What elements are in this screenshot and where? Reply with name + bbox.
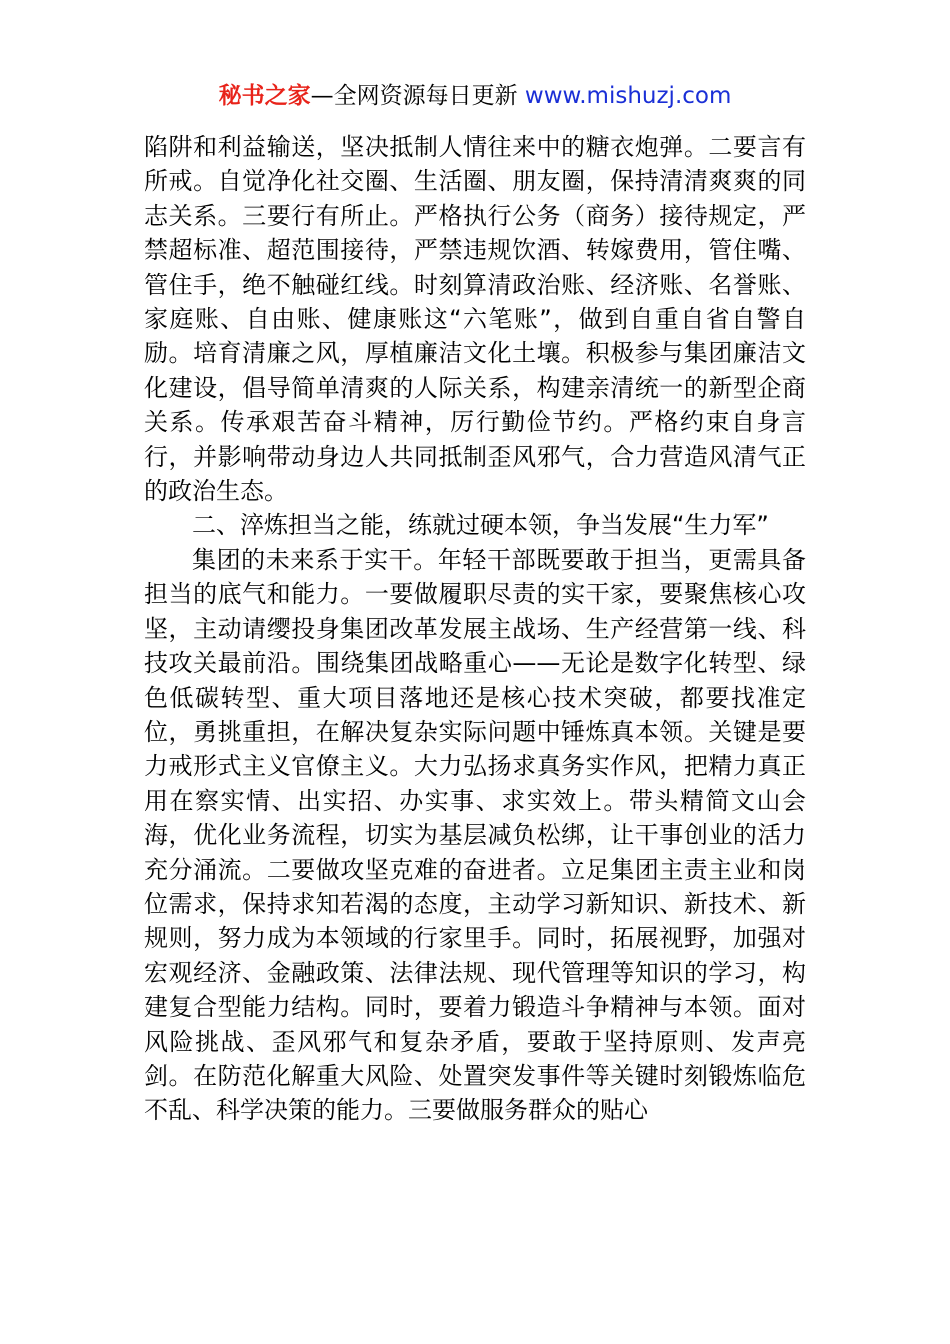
paragraph-continuation: 陷阱和利益输送，坚决抵制人情往来中的糖衣炮弹。二要言有所戒。自觉净化社交圈、生活圈、朋友圈，保持清清爽爽的同志关系。三要行有所止。严格执行公务（商务）接待规定，严禁超标准、超范围接待，严禁违规饮酒、转嫁费用，管住嘴、管住手，绝不触碰红线。时刻算清政治账、经济账、名誉账、家庭账、自由账、健康账这“六笔账”，做到自重自省自警自励。培育清廉之风，厚植廉洁文化土壤。积极参与集团廉洁文化建设，倡导简单清爽的人际关系，构建亲清统一的新型企商关系。传承艰苦奋斗精神，厉行勤俭节约。严格约束自身言行，并影响带动身边人共同抵制歪风邪气，合力营造风清气正的政治生态。 bbox=[144, 133, 806, 506]
site-tagline: 全网资源每日更新 bbox=[333, 83, 518, 109]
paragraph: 集团的未来系于实干。年轻干部既要敢于担当，更需具备担当的底气和能力。一要做履职尽责的实干家，要聚焦核心攻坚，主动请缨投身集团改革发展主战场、生产经营第一线、科技攻关最前沿。围绕集团战略重心——无论是数字化转型、绿色低碳转型、重大项目落地还是核心技术突破，都要找准定位，勇挑重担，在解决复杂实际问题中锤炼真本领。关键是要力戒形式主义官僚主义。大力弘扬求真务实作风，把精力真正用在察实情、出实招、办实事、求实效上。带头精简文山会海，优化业务流程，切实为基层减负松绑，让干事创业的活力充分涌流。二要做攻坚克难的奋进者。立足集团主责主业和岗位需求，保持求知若渴的态度，主动学习新知识、新技术、新规则，努力成为本领域的行家里手。同时，拓展视野，加强对宏观经济、金融政策、法律法规、现代管理等知识的学习，构建复合型能力结构。同时，要着力锻造斗争精神与本领。面对风险挑战、歪风邪气和复杂矛盾，要敢于坚持原则、发声亮剑。在防范化解重大风险、处置突发事件等关键时刻锻炼临危不乱、科学决策的能力。三要做服务群众的贴心 bbox=[144, 545, 806, 1125]
site-brand: 秘书之家 bbox=[218, 83, 311, 109]
site-url-link[interactable]: www.mishuzj.com bbox=[524, 83, 732, 109]
document-body bbox=[144, 130, 806, 1128]
section-heading: 二、淬炼担当之能，练就过硬本领，争当发展“生力军” bbox=[192, 511, 769, 540]
site-header bbox=[0, 80, 950, 112]
header-separator: — bbox=[310, 83, 334, 109]
